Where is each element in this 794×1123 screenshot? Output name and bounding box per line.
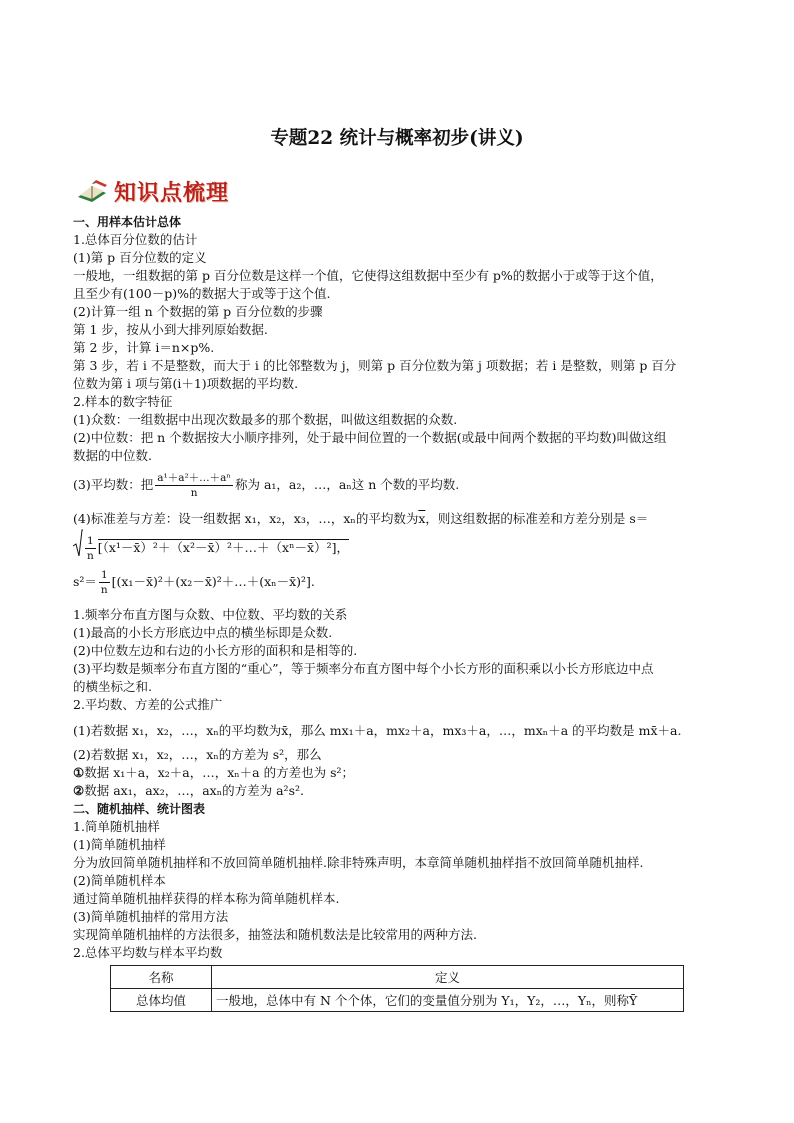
mean-formula-line: (3)平均数：把 $\frac{\text{a¹＋a²＋…＋aⁿ}}{n}$ 称为 a₁，a₂，…，aₙ这 n 个数的平均数. — [73, 472, 460, 499]
text-line: 2.样本的数字特征 — [73, 394, 173, 409]
text-line: (3)简单随机抽样的常用方法 — [73, 909, 229, 924]
page-title: 专题22 统计与概率初步(讲义) — [270, 128, 524, 149]
text-line: 位数为第 i 项与第(i＋1)项数据的平均数. — [73, 376, 299, 391]
text-line: 第 2 步，计算 i＝n×p%. — [73, 340, 215, 355]
text-line: (1)众数：一组数据中出现次数最多的那个数据，叫做这组数据的众数. — [73, 412, 458, 427]
text-line: (1)若数据 x₁，x₂，…，xₙ的平均数为x̄，那么 mx₁＋a，mx₂＋a，mx₃＋a，…，mxₙ＋a 的平均数是 mx̄＋a. — [73, 723, 682, 738]
text-line: 1.频率分布直方图与众数、中位数、平均数的关系 — [73, 607, 348, 622]
text-line: 分为放回简单随机抽样和不放回简单随机抽样.除非特殊声明，本章简单随机抽样指不放回简单随机抽样. — [73, 855, 644, 870]
book-pen-icon — [76, 177, 110, 206]
table-cell: 总体均值 — [111, 989, 212, 1012]
text-line: 通过简单随机抽样获得的样本称为简单随机样本. — [73, 891, 340, 906]
text-line: 一般地，一组数据的第 p 百分位数是这样一个值，它使得这组数据中至少有 p%的数据小于或等于这个值， — [73, 268, 663, 283]
variance-fraction: $\frac{1}{n}$ — [100, 569, 108, 596]
stddev-line: (4)标准差与方差：设一组数据 x₁，x₂，x₃，…，xₙ的平均数为$\overline{x}$，则这组数据的标准差和方差分别是 s＝ — [73, 511, 649, 526]
text-line: 的横坐标之和. — [73, 679, 152, 694]
text-line: 2.平均数、方差的公式推广 — [73, 697, 223, 712]
table-cell: 一般地，总体中有 N 个个体，它们的变量值分别为 Y₁，Y₂，…，Yₙ，则称Ȳ — [212, 989, 684, 1012]
text-line: 2.总体平均数与样本平均数 — [73, 945, 223, 960]
section-heading-2: 二、随机抽样、统计图表 — [73, 802, 206, 816]
banner-label: 知识点梳理 — [114, 180, 230, 206]
text-line: (2)中位数左边和右边的小长方形的面积和是相等的. — [73, 643, 358, 658]
text-line: (2)简单随机样本 — [73, 873, 166, 888]
text-line: (1)简单随机抽样 — [73, 837, 166, 852]
text-line: 1.总体百分位数的估计 — [73, 232, 198, 247]
text-line: 第 3 步，若 i 不是整数，而大于 i 的比邻整数为 j，则第 p 百分位数为第 j 项数据；若 i 是整数，则第 p 百分 — [73, 358, 677, 373]
text-line: (1)第 p 百分位数的定义 — [73, 250, 207, 265]
variance-formula-line: s²＝ $\frac{1}{n}$ [(x₁－x̄)²＋(x₂－x̄)²＋…＋(xₙ－x̄)²]. — [73, 569, 315, 596]
section-heading-1: 一、用样本估计总体 — [73, 215, 182, 229]
text-line: (1)最高的小长方形底边中点的横坐标即是众数. — [73, 625, 333, 640]
text-line: (2)若数据 x₁，x₂，…，xₙ的方差为 s²，那么 — [73, 747, 322, 762]
definition-table — [110, 965, 684, 1012]
text-line: 1.简单随机抽样 — [73, 819, 160, 834]
table-header: 名称 — [111, 966, 212, 989]
text-line: 且至少有(100－p)%的数据大于或等于这个值. — [73, 286, 331, 301]
text-line: 第 1 步，按从小到大排列原始数据. — [73, 322, 268, 337]
stddev-formula-line: $\frac{1}{n}$ [（x¹－x̄）²＋（x²－x̄）²＋…＋（xⁿ－x̄）²]， — [73, 528, 723, 569]
table-header: 定义 — [212, 966, 684, 989]
table-row — [111, 989, 684, 1012]
text-line: 实现简单随机抽样的方法很多，抽签法和随机数法是比较常用的两种方法. — [73, 927, 477, 942]
text-line: (2)中位数：把 n 个数据按大小顺序排列，处于最中间位置的一个数据(或最中间两个数据的平均数)叫做这组 — [73, 430, 667, 445]
text-line: 数据的中位数. — [73, 448, 152, 463]
list-item: ①数据 x₁＋a，x₂＋a，…，xₙ＋a 的方差也为 s²； — [73, 765, 355, 780]
text-line: (2)计算一组 n 个数据的第 p 百分位数的步骤 — [73, 304, 323, 319]
x-bar: $\overline{x}$ — [418, 511, 426, 526]
mean-fraction: $\frac{\text{a¹＋a²＋…＋aⁿ}}{n}$ — [157, 472, 231, 499]
one-over-n-fraction: $\frac{1}{n}$ — [86, 535, 94, 562]
table-header-row — [111, 966, 684, 989]
sqrt-icon — [73, 528, 83, 569]
list-item: ②数据 ax₁，ax₂，…，axₙ的方差为 a²s². — [73, 783, 304, 798]
section-banner — [76, 176, 229, 206]
text-line: (3)平均数是频率分布直方图的“重心”，等于频率分布直方图中每个小长方形的面积乘以小长方形底边中点 — [73, 661, 654, 676]
